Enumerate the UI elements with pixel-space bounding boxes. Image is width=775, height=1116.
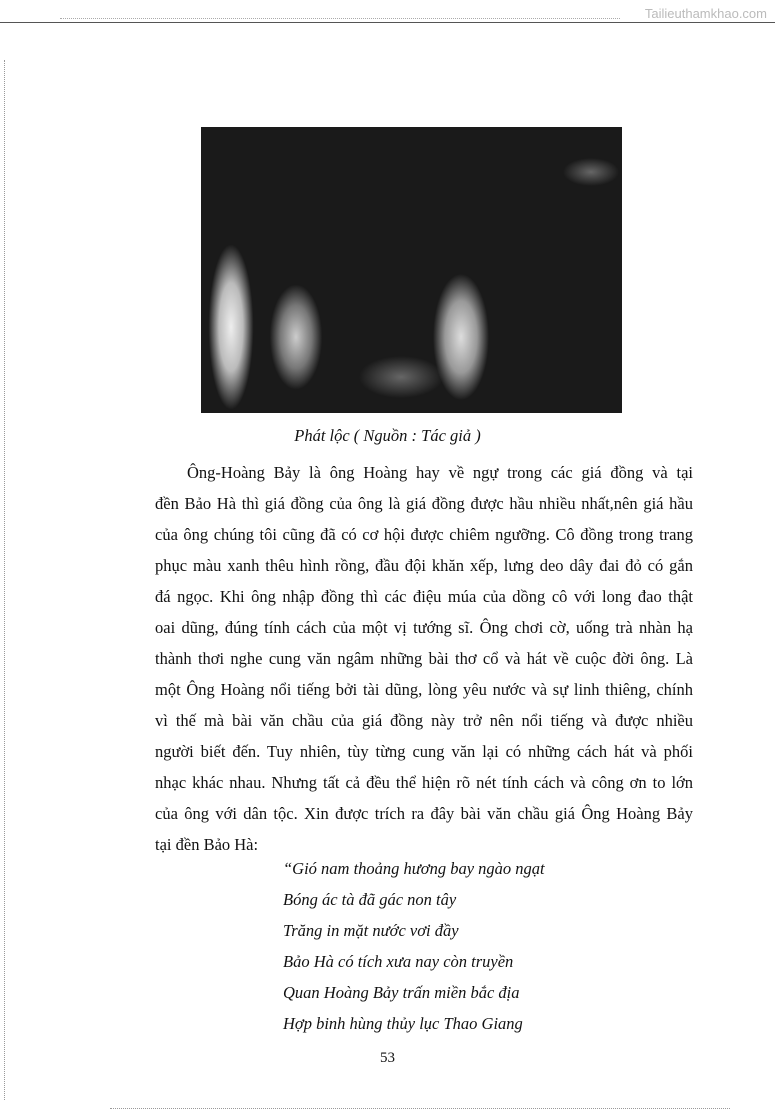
paragraph-line: oai dũng, đúng tính cách của một vị tướng sĩ. Ông chơi cờ, uống trà nhàn hạ bbox=[155, 618, 693, 637]
poem-line: Quan Hoàng Bảy trấn miền bắc địa bbox=[283, 983, 520, 1002]
paragraph-line: của ông chúng tôi cũng đã có cơ hội được chiêm ngưỡng. Cô đồng trong trang bbox=[155, 525, 693, 544]
paragraph-line: Ông-Hoàng Bảy là ông Hoàng hay về ngự trong các giá đồng và tại bbox=[187, 463, 693, 482]
paragraph-line: thành thơi nghe cung văn ngâm những bài thơ cổ và hát về cuộc đời ông. Là bbox=[155, 649, 693, 668]
header-rule bbox=[0, 22, 775, 23]
paragraph-line: nhạc khác nhau. Nhưng tất cả đều thể hiện rõ nét tính cách và công ơn to lớn bbox=[155, 773, 693, 792]
poem bbox=[283, 853, 545, 1039]
page-number: 53 bbox=[380, 1050, 395, 1066]
figure-photo bbox=[201, 127, 622, 413]
paragraph-line: tại đền Bảo Hà: bbox=[155, 835, 259, 854]
figure-caption: Phát lộc ( Nguồn : Tác giả ) bbox=[294, 426, 481, 445]
scan-header-noise bbox=[60, 8, 620, 19]
paragraph-line: đền Bảo Hà thì giá đồng của ông là giá đồng được hầu nhiều nhất,nên giá hầu bbox=[155, 494, 693, 513]
poem-line: “Gió nam thoảng hương bay ngào ngạt bbox=[283, 859, 545, 878]
paragraph-line: của ông với dân tộc. Xin được trích ra đây bài văn chầu giá Ông Hoàng Bảy bbox=[155, 804, 693, 823]
poem-line: Bảo Hà có tích xưa nay còn truyền bbox=[283, 952, 514, 971]
paragraph-line: phục màu xanh thêu hình rồng, đầu đội khăn xếp, lưng deo dây đai đỏ có gắn bbox=[155, 556, 693, 575]
paragraph-line: người biết đến. Tuy nhiên, tùy từng cung văn lại có những cách hát và phối bbox=[155, 742, 693, 761]
paragraph-line: một Ông Hoàng nổi tiếng bởi tài dũng, lòng yêu nước và sự linh thiêng, chính bbox=[155, 680, 693, 699]
paragraph-line: vì thế mà bài văn chầu của giá đồng này trở nên nổi tiếng và được nhiều bbox=[155, 711, 693, 730]
poem-line: Hợp binh hùng thủy lục Thao Giang bbox=[283, 1014, 523, 1033]
poem-line: Trăng in mặt nước vơi đầy bbox=[283, 921, 459, 940]
poem-line: Bóng ác tà đã gác non tây bbox=[283, 890, 457, 909]
scan-edge bbox=[4, 60, 6, 1100]
paragraph-line: đá ngọc. Khi ông nhập đồng thì các điệu múa của dồng cô với long đao thật bbox=[155, 587, 693, 606]
watermark: Tailieuthamkhao.com bbox=[644, 6, 767, 21]
scan-footer-noise bbox=[110, 1108, 730, 1109]
paragraph bbox=[155, 457, 693, 860]
